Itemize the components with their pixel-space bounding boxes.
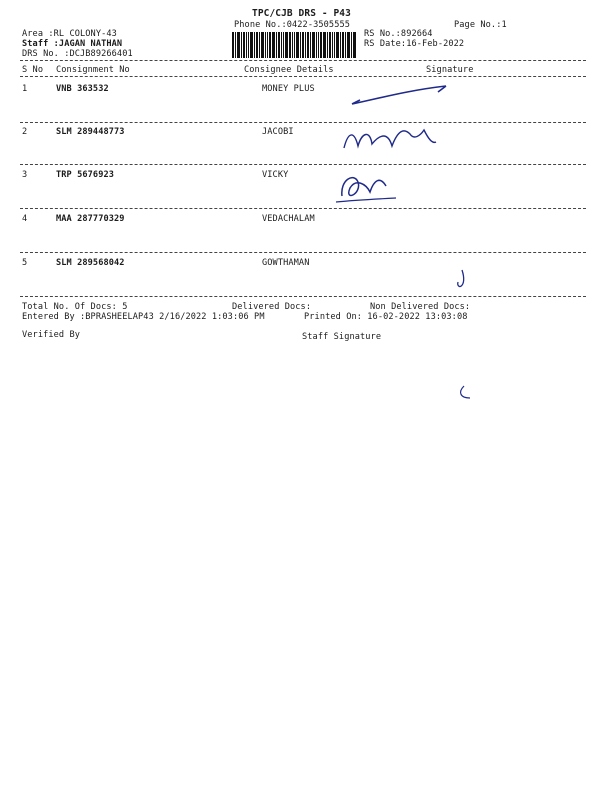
row-2-signature: [340, 122, 590, 170]
row-2-consignee: JACOBI: [262, 127, 294, 137]
column-header-signature: Signature: [426, 65, 474, 75]
row-1-signature-phone: 9344665578: [458, 101, 541, 116]
delivered-docs: Delivered Docs:: [232, 302, 312, 312]
pen-mark: [456, 384, 486, 404]
rs-number: RS No.:892664: [364, 29, 433, 39]
phone-number: Phone No.:0422-3505555: [234, 20, 351, 30]
row-4-consignee: VEDACHALAM: [262, 214, 315, 224]
non-delivered-docs: Non Delivered Docs:: [370, 302, 471, 312]
drs-number: DRS No. :DCJB89266401: [22, 49, 133, 59]
row-4-signature-phone: 8144431012: [372, 232, 462, 248]
row-2-signature-phone: 9842265641: [432, 151, 534, 170]
barcode-image: [232, 32, 356, 58]
row-5-signature-name: G.Thangam: [400, 261, 494, 280]
row-1-signature-name: Rama Krishnan: [440, 85, 542, 100]
entered-by: Entered By :BPRASHEELAP43 2/16/2022 1:03:06 PM: [22, 312, 265, 322]
total-docs: Total No. Of Docs: 5: [22, 302, 128, 312]
row-5-consignee: GOWTHAMAN: [262, 258, 310, 268]
column-header-consignee: Consignee Details: [244, 65, 334, 75]
row-4-sno: 4: [22, 214, 28, 224]
row-1-sno: 1: [22, 84, 28, 94]
verified-by: Verified By: [22, 330, 81, 340]
row-5-signature-phone: 9894031439: [476, 285, 578, 304]
row-3-signature-phone: 6384589135: [384, 178, 454, 191]
row-3-signature: [336, 166, 576, 210]
staff-label: Staff :JAGAN NATHAN: [22, 39, 123, 49]
row-2-rule: [20, 164, 586, 165]
row-2-signature-name: Moorthi: [452, 127, 518, 146]
row-3-consignee: VICKY: [262, 170, 289, 180]
row-4-signature-name: V.Sankarani: [364, 212, 449, 228]
row-3-signature-name: Sel: [502, 184, 531, 205]
row-2-consignment: SLM 289448773: [56, 127, 125, 137]
staff-signature: Staff Signature: [302, 332, 382, 342]
rs-date: RS Date:16-Feb-2022: [364, 39, 465, 49]
row-1-signature: [350, 80, 570, 120]
header-rule-top: [20, 60, 586, 61]
row-1-consignee: MONEY PLUS: [262, 84, 315, 94]
row-2-sno: 2: [22, 127, 28, 137]
column-header-consignment: Consignment No: [56, 65, 130, 75]
header-rule-bottom: [20, 76, 586, 77]
column-header-sno: S No: [22, 65, 44, 75]
page-number: Page No.:1: [454, 20, 507, 30]
row-3-consignment: TRP 5676923: [56, 170, 115, 180]
sheet-title: TPC/CJB DRS - P43: [252, 8, 351, 19]
printed-on: Printed On: 16-02-2022 13:03:08: [304, 312, 468, 322]
row-5-sno: 5: [22, 258, 28, 268]
area-label: Area :RL COLONY-43: [22, 29, 117, 39]
row-1-consignment: VNB 363532: [56, 84, 109, 94]
row-4-rule: [20, 252, 586, 253]
row-5-consignment: SLM 289568042: [56, 258, 125, 268]
row-4-signature: [360, 206, 540, 250]
row-4-consignment: MAA 287770329: [56, 214, 125, 224]
row-5-rule: [20, 296, 586, 297]
row-3-sno: 3: [22, 170, 28, 180]
